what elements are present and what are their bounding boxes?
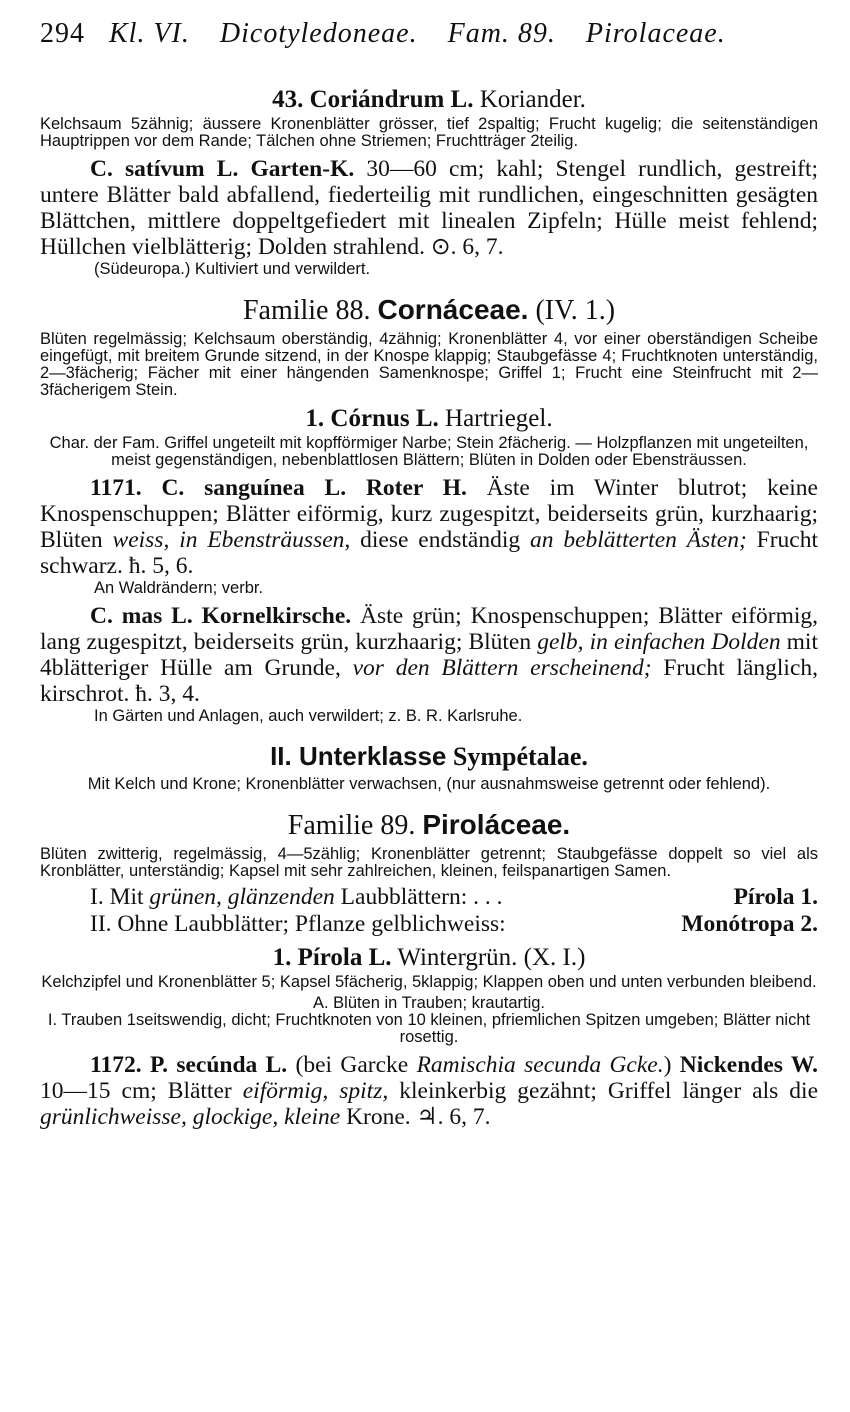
shrub-symbol: ħ. — [128, 553, 147, 579]
distribution-note: In Gärten und Anlagen, auch verwildert; z. B. R. Karlsruhe. — [94, 707, 523, 725]
subclass-heading: II. Unterklasse Sympétalae. — [270, 741, 588, 771]
subkey-i: I. Trauben 1seitswendig, dicht; Fruchtknoten von 10 kleinen, pfriemlichen Spitzen umgeben; Blätter nicht rosettig. — [47, 1011, 811, 1046]
running-header — [40, 18, 818, 50]
header-family-name: Pirolaceae. — [585, 18, 726, 49]
family-name: Piroláceae. — [422, 809, 571, 840]
genus-description: Char. der Fam. Griffel ungeteilt mit kopfförmiger Narbe; Stein 2fächerig. — Holzpflanzen mit ungeteilten, meist gegenständigen, nebenblattlosen Blättern; Blüten in Dolden oder Ebensträussen. — [49, 434, 809, 469]
header-class: Kl. VI. — [109, 18, 190, 49]
species-entry-1172: 1172. P. secúnda L. (bei Garcke Ramischia secunda Gcke.) Nickendes W. 10—15 cm; Blätter eiförmig, spitz, kleinkerbig gezähnt; Griffel länger als die grünlichweisse, glockige, kleine Krone. ♃. 6, 7. — [40, 1052, 819, 1130]
genus-description: Kelchsaum 5zähnig; äussere Kronenblätter grösser, tief 2spaltig; Frucht kugelig; die seitenständigen Hauptrippen vor dem Rande; Tälchen ohne Striemen; Fruchtträger 2teilig. — [40, 115, 818, 150]
distribution-note: An Waldrändern; verbr. — [94, 579, 264, 597]
species-entry-cornus-mas: C. mas L. Kornelkirsche. Äste grün; Knospenschuppen; Blätter eiförmig, lang zugespitzt, beiderseits grün, kurzhaarig; Blüten gelb, in einfachen Dolden mit 4blätteriger Hülle am Grunde, vor den Blättern erscheinend; Frucht länglich, kirschrot. ħ. 3, 4. — [40, 603, 819, 707]
genus-heading-pirola: 1. Pírola L. Wintergrün. (X. I.) — [272, 944, 586, 971]
subclass-name: Sympétalae. — [452, 742, 588, 771]
key-line-2: II. Ohne Laubblätter; Pflanze gelblichweiss: Monótropa 2. — [90, 911, 818, 937]
genus-description: Kelchzipfel und Kronenblätter 5; Kapsel 5fächerig, 5klappig; Klappen oben und unten verbunden bleibend. — [41, 973, 817, 991]
key-genus: Pírola 1. — [733, 884, 818, 910]
flowering-months: 6, 7. — [449, 1104, 491, 1130]
family-name: Cornáceae. — [377, 294, 529, 325]
genus-heading-cornus: 1. Córnus L. Hartriegel. — [305, 405, 553, 432]
genus-common-name: Hartriegel. — [445, 405, 553, 432]
family-heading-pirolaceae: Familie 89. Piroláceae. — [287, 809, 571, 841]
subclass-description: Mit Kelch und Krone; Kronenblätter verwachsen, (nur ausnahmsweise getrennt oder fehlend). — [87, 775, 771, 793]
subkey-a: A. Blüten in Trauben; krautartig. — [312, 994, 546, 1012]
page-number: 294 — [40, 18, 85, 49]
key-genus: Monótropa 2. — [681, 911, 818, 937]
flowering-months: 5, 6. — [152, 553, 194, 579]
key-line-1: I. Mit grünen, glänzenden Laubblättern: . . . Pírola 1. — [90, 884, 818, 910]
genus-common-name: Koriander. — [479, 86, 586, 113]
family-description: Blüten zwitterig, regelmässig, 4—5zählig; Kronenblätter getrennt; Staubgefässe doppelt so viel als Kronblätter, unterständig; Kapsel mit sehr zahlreichen, kleinen, feilspanartigen Samen. — [40, 845, 818, 880]
annual-symbol: ⊙. — [430, 234, 457, 260]
distribution-note: (Südeuropa.) Kultiviert und verwildert. — [94, 260, 371, 278]
book-page — [40, 18, 818, 1130]
flowering-months: 3, 4. — [158, 681, 200, 707]
genus-common-name: Wintergrün. — [397, 944, 518, 971]
header-family-ref: Fam. 89. — [447, 18, 556, 49]
genus-name: Córnus L. — [330, 405, 439, 432]
flowering-months: 6, 7. — [462, 234, 504, 260]
perennial-symbol: ♃. — [416, 1104, 444, 1130]
family-heading-cornaceae: Familie 88. Cornáceae. (IV. 1.) — [242, 294, 616, 326]
header-subclass: Dicotyledoneae. — [219, 18, 418, 49]
species-entry-1171: 1171. C. sanguínea L. Roter H. Äste im Winter blutrot; keine Knospenschuppen; Blätter eiförmig, kurz zugespitzt, beiderseits grün, kurzhaarig; Blüten weiss, in Ebensträussen, diese endständig an beblätterten Ästen; Frucht schwarz. ħ. 5, 6. — [40, 475, 818, 579]
genus-name: Pírola L. — [297, 944, 392, 971]
species-entry-coriandrum-sativum: C. satívum L. Garten-K. 30—60 cm; kahl; Stengel rundlich, gestreift; untere Blätter bald abfallend, fiederteilig mit rundlichen, eingeschnitten gesägten Blättchen, mittlere doppeltgefiedert mit linealen Zipfeln; Hülle meist fehlend; Hüllchen vielblätterig; Dolden strahlend. ⊙. 6, 7. — [40, 156, 818, 260]
linnaean-class: (X. I.) — [523, 944, 586, 971]
genus-heading-coriandrum: 43. Coriándrum L. Koriander. — [272, 86, 586, 113]
shrub-symbol: ħ. — [135, 681, 153, 707]
family-description: Blüten regelmässig; Kelchsaum oberständig, 4zähnig; Kronenblätter 4, vor einer oberständigen Scheibe eingefügt, mit breitem Grunde sitzend, in der Knospe klappig; Staubgefässe 4; Fruchtknoten unterständig, 2—3fächerig; Fächer mit einer hängenden Samenknospe; Griffel 1; Frucht eine Steinfrucht mit 2—3fächerigem Stein. — [40, 330, 818, 399]
genus-name: Coriándrum L. — [309, 86, 474, 113]
linnaean-class: (IV. 1.) — [535, 295, 616, 326]
